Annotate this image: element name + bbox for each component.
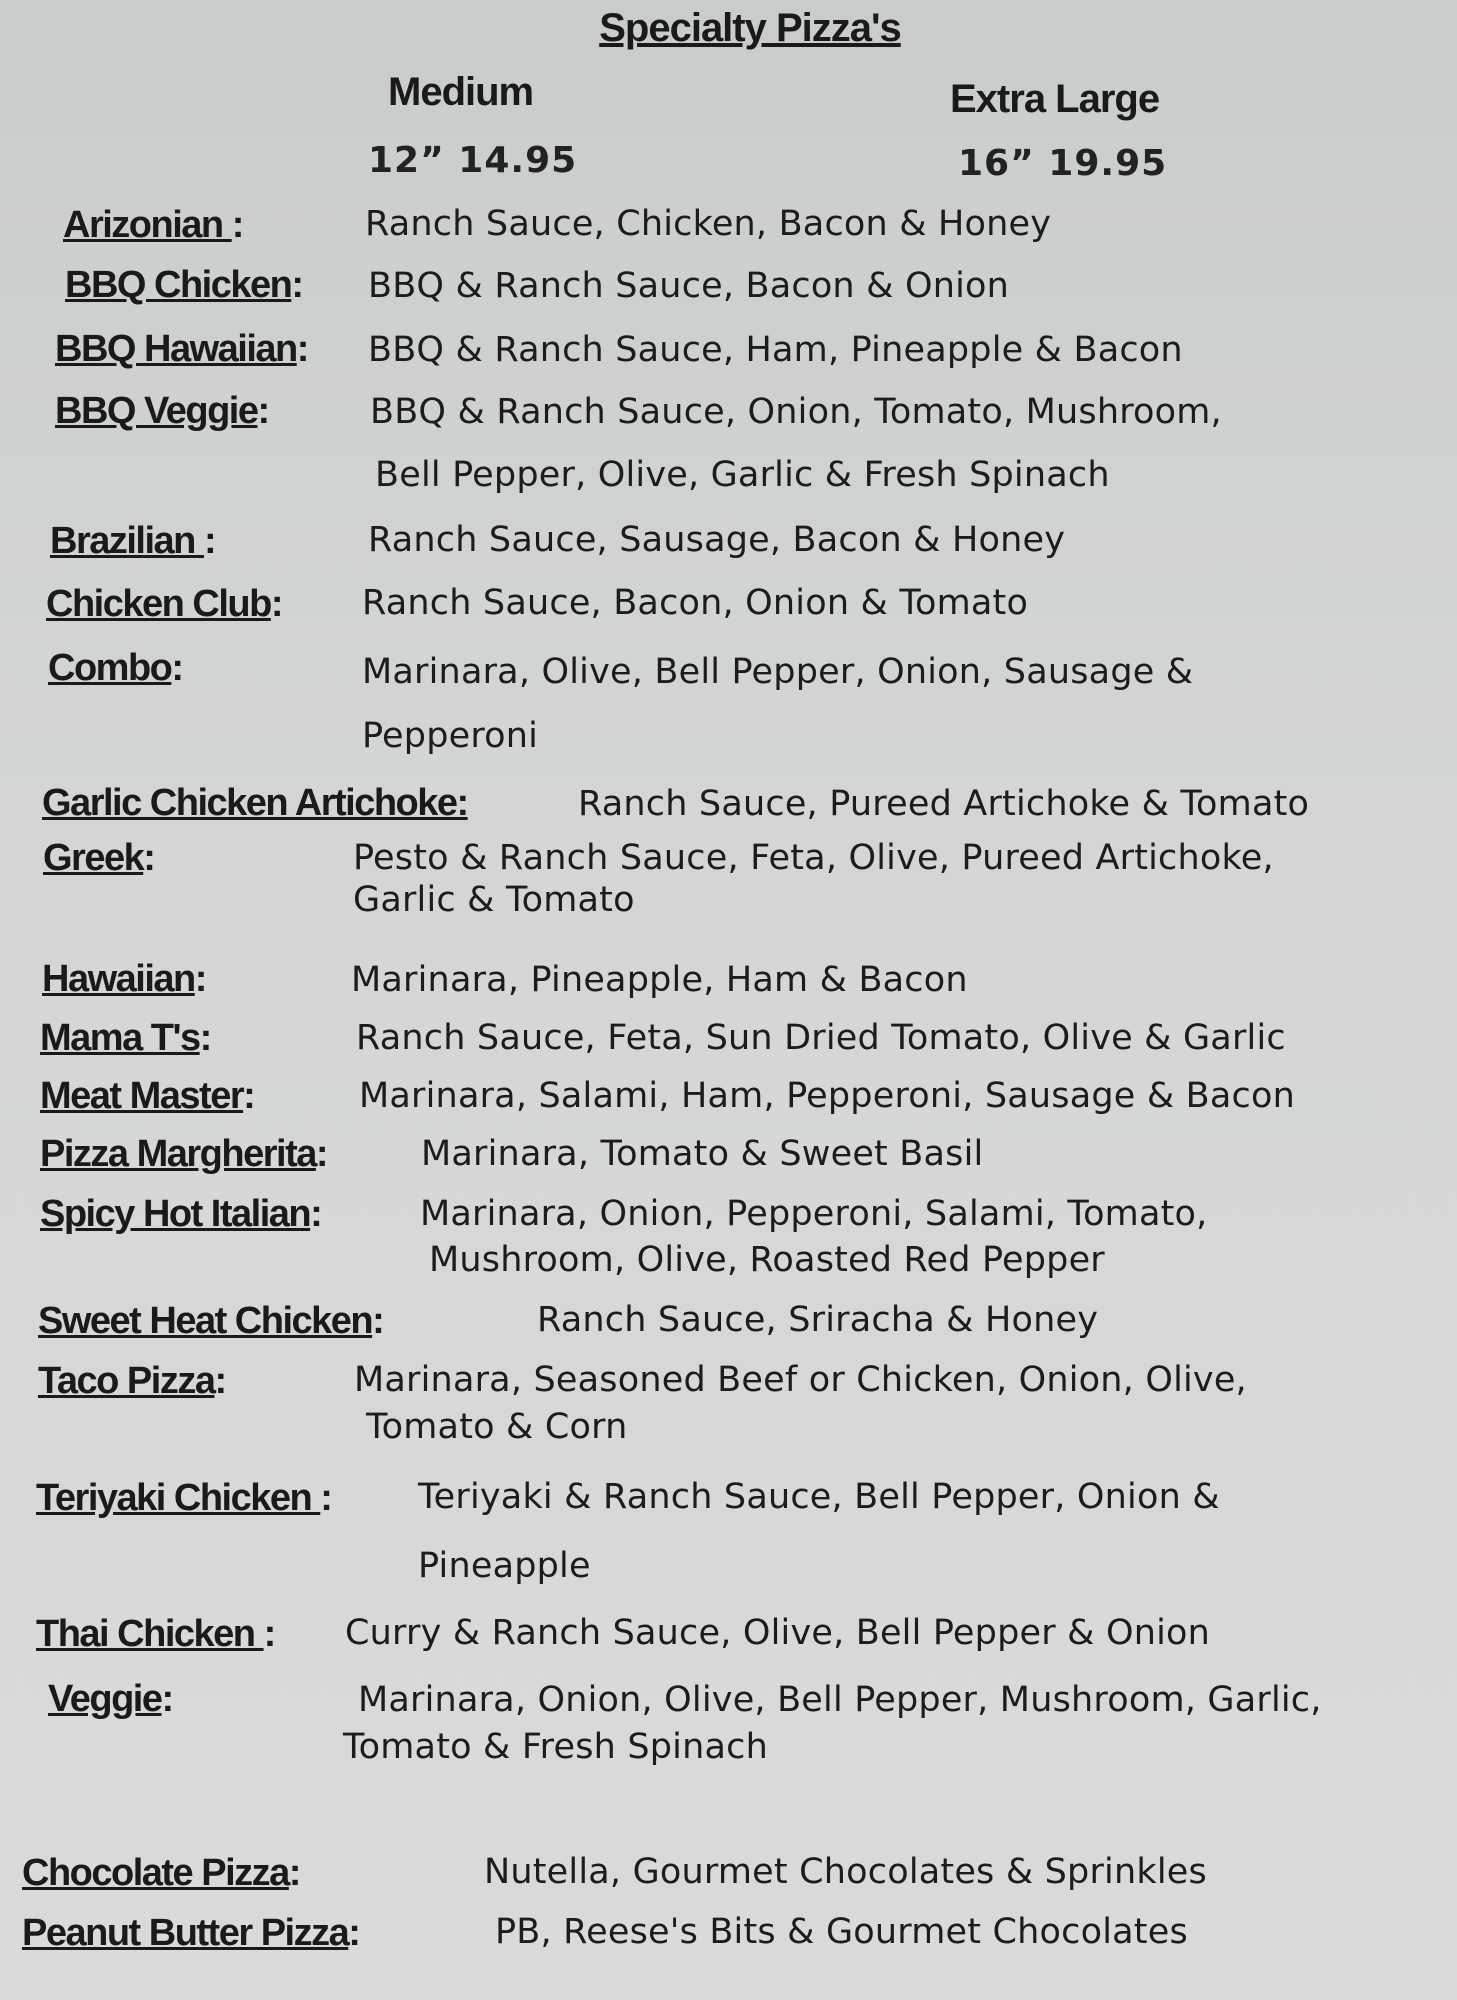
item-description-arizonian-line-1: Ranch Sauce, Chicken, Bacon & Honey bbox=[365, 204, 1052, 244]
item-name-veggie bbox=[48, 1678, 173, 1721]
item-name-bbq-hawaiian bbox=[55, 328, 308, 371]
item-name-separator: : bbox=[320, 1477, 332, 1519]
item-description-pizza-margherita-line-1: Marinara, Tomato & Sweet Basil bbox=[421, 1134, 984, 1174]
item-name-separator: : bbox=[203, 520, 216, 562]
item-name-text: BBQ Chicken bbox=[65, 264, 292, 306]
item-name-text: Brazilian bbox=[50, 520, 204, 562]
item-name-separator: : bbox=[243, 1075, 255, 1117]
item-name-greek bbox=[43, 837, 154, 880]
item-name-text: Arizonian bbox=[63, 204, 232, 246]
item-name-garlic-chicken-artichoke bbox=[42, 782, 468, 825]
item-name-brazilian bbox=[50, 520, 215, 563]
item-name-sweet-heat-chicken bbox=[38, 1300, 383, 1343]
item-name-separator: : bbox=[372, 1300, 384, 1342]
item-name-chicken-club bbox=[46, 583, 282, 626]
item-name-separator: : bbox=[143, 837, 155, 879]
item-description-greek-line-1: Pesto & Ranch Sauce, Feta, Olive, Pureed Artichoke, bbox=[353, 838, 1274, 878]
item-name-text: Hawaiian bbox=[42, 958, 195, 1000]
item-name-text: BBQ Veggie bbox=[55, 390, 258, 432]
item-name-text: Thai Chicken bbox=[36, 1613, 264, 1655]
item-name-text: Peanut Butter Pizza bbox=[22, 1912, 349, 1954]
item-name-separator: : bbox=[270, 583, 282, 625]
item-description-bbq-veggie-line-2: Bell Pepper, Olive, Garlic & Fresh Spinach bbox=[375, 455, 1110, 495]
item-description-bbq-hawaiian-line-1: BBQ & Ranch Sauce, Ham, Pineapple & Bacon bbox=[368, 330, 1183, 370]
size-xl-label: Extra Large bbox=[950, 77, 1160, 121]
item-name-separator: : bbox=[161, 1678, 173, 1720]
item-name-text: Taco Pizza bbox=[38, 1360, 215, 1402]
item-description-garlic-chicken-artichoke-line-1: Ranch Sauce, Pureed Artichoke & Tomato bbox=[578, 784, 1310, 824]
item-description-peanut-butter-pizza-line-1: PB, Reese's Bits & Gourmet Chocolates bbox=[495, 1912, 1188, 1952]
item-name-separator: : bbox=[296, 328, 308, 370]
item-name-mama-t-s bbox=[40, 1017, 211, 1060]
item-name-separator: : bbox=[310, 1193, 322, 1235]
item-description-greek-line-2: Garlic & Tomato bbox=[353, 880, 635, 920]
item-name-peanut-butter-pizza bbox=[22, 1912, 359, 1955]
item-name-pizza-margherita bbox=[40, 1133, 327, 1176]
item-description-taco-pizza-line-2: Tomato & Corn bbox=[366, 1407, 628, 1447]
item-name-separator: : bbox=[291, 264, 303, 306]
item-description-combo-line-1: Marinara, Olive, Bell Pepper, Onion, Sausage & bbox=[362, 652, 1194, 692]
item-name-hawaiian bbox=[42, 958, 206, 1001]
item-name-separator: : bbox=[315, 1133, 328, 1175]
item-name-text: Greek bbox=[43, 837, 144, 879]
item-name-text: Chicken Club bbox=[46, 583, 271, 625]
item-name-text: Teriyaki Chicken bbox=[36, 1477, 321, 1519]
item-description-brazilian-line-1: Ranch Sauce, Sausage, Bacon & Honey bbox=[368, 520, 1066, 560]
item-description-bbq-veggie-line-1: BBQ & Ranch Sauce, Onion, Tomato, Mushroom, bbox=[370, 392, 1222, 432]
item-description-taco-pizza-line-1: Marinara, Seasoned Beef or Chicken, Onion, Olive, bbox=[354, 1360, 1247, 1400]
item-name-text: Chocolate Pizza bbox=[22, 1852, 289, 1894]
item-description-teriyaki-chicken-line-1: Teriyaki & Ranch Sauce, Bell Pepper, Onion & bbox=[418, 1477, 1220, 1517]
item-name-text: Veggie bbox=[48, 1678, 162, 1720]
item-name-separator: : bbox=[214, 1360, 226, 1402]
item-description-thai-chicken-line-1: Curry & Ranch Sauce, Olive, Bell Pepper & Onion bbox=[345, 1613, 1211, 1653]
item-name-separator: : bbox=[194, 958, 206, 1000]
item-description-spicy-hot-italian-line-2: Mushroom, Olive, Roasted Red Pepper bbox=[429, 1240, 1105, 1280]
item-name-bbq-veggie bbox=[55, 390, 269, 433]
item-name-spicy-hot-italian bbox=[40, 1193, 321, 1236]
item-name-separator: : bbox=[288, 1852, 300, 1894]
item-name-text: Meat Master bbox=[40, 1075, 244, 1117]
item-description-meat-master-line-1: Marinara, Salami, Ham, Pepperoni, Sausage & Bacon bbox=[359, 1076, 1295, 1116]
item-name-combo bbox=[48, 647, 183, 690]
item-name-meat-master bbox=[40, 1075, 254, 1118]
item-description-hawaiian-line-1: Marinara, Pineapple, Ham & Bacon bbox=[351, 960, 968, 1000]
item-name-separator: : bbox=[231, 204, 243, 246]
item-description-chocolate-pizza-line-1: Nutella, Gourmet Chocolates & Sprinkles bbox=[484, 1852, 1207, 1892]
item-description-veggie-line-1: Marinara, Onion, Olive, Bell Pepper, Mushroom, Garlic, bbox=[358, 1680, 1322, 1720]
item-description-combo-line-2: Pepperoni bbox=[362, 716, 539, 756]
item-name-text: Sweet Heat Chicken bbox=[38, 1300, 373, 1342]
item-name-chocolate-pizza bbox=[22, 1852, 300, 1895]
item-name-text: Garlic Chicken Artichoke: bbox=[42, 782, 468, 824]
item-name-text: Spicy Hot Italian bbox=[40, 1193, 311, 1235]
item-description-teriyaki-chicken-line-2: Pineapple bbox=[418, 1546, 591, 1586]
item-description-chicken-club-line-1: Ranch Sauce, Bacon, Onion & Tomato bbox=[362, 583, 1029, 623]
menu-title: Specialty Pizza's bbox=[599, 6, 901, 50]
item-description-veggie-line-2: Tomato & Fresh Spinach bbox=[343, 1727, 768, 1767]
item-name-text: Mama T's bbox=[40, 1017, 200, 1059]
item-name-arizonian bbox=[63, 204, 243, 247]
item-name-text: BBQ Hawaiian bbox=[55, 328, 297, 370]
item-name-separator: : bbox=[257, 390, 269, 432]
item-description-mama-t-s-line-1: Ranch Sauce, Feta, Sun Dried Tomato, Olive & Garlic bbox=[356, 1018, 1286, 1058]
item-name-separator: : bbox=[171, 647, 183, 689]
size-medium-label: Medium bbox=[388, 70, 534, 114]
item-description-spicy-hot-italian-line-1: Marinara, Onion, Pepperoni, Salami, Tomato, bbox=[420, 1194, 1208, 1234]
item-name-separator: : bbox=[199, 1017, 211, 1059]
item-name-separator: : bbox=[263, 1613, 275, 1655]
item-name-taco-pizza bbox=[38, 1360, 226, 1403]
item-name-separator: : bbox=[348, 1912, 360, 1954]
size-xl-price: 16” 19.95 bbox=[958, 143, 1168, 184]
item-name-text: Combo bbox=[48, 647, 172, 689]
size-medium-price: 12” 14.95 bbox=[368, 140, 578, 181]
item-description-sweet-heat-chicken-line-1: Ranch Sauce, Sriracha & Honey bbox=[537, 1300, 1099, 1340]
item-name-text: Pizza Margherita bbox=[40, 1133, 316, 1175]
item-description-bbq-chicken-line-1: BBQ & Ranch Sauce, Bacon & Onion bbox=[368, 266, 1010, 306]
item-name-teriyaki-chicken bbox=[36, 1477, 331, 1520]
item-name-thai-chicken bbox=[36, 1613, 275, 1656]
item-name-bbq-chicken bbox=[65, 264, 302, 307]
